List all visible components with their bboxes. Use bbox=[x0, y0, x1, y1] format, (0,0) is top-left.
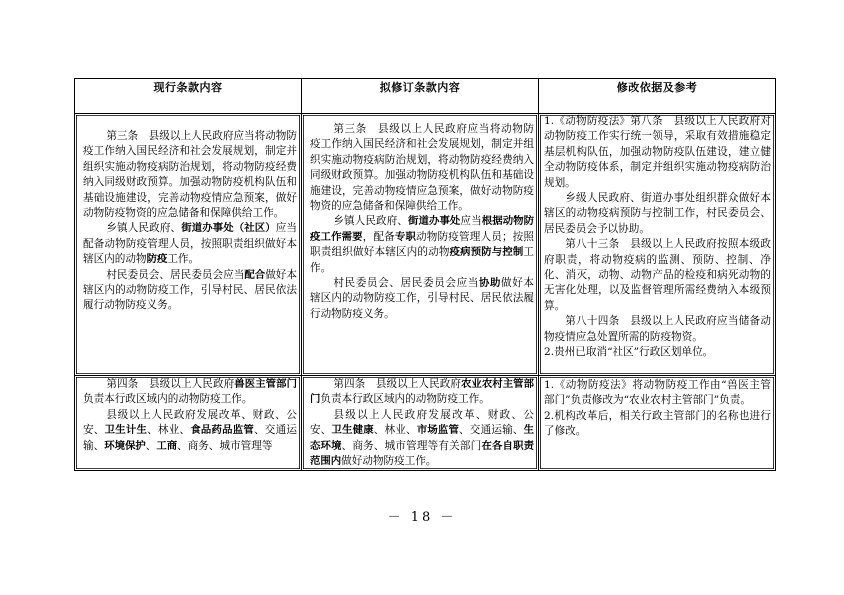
basis-item1-para3: 第八十三条 县级以上人民政府按照本级政府职责，将动物疫病的监测、预防、控制、净化、消灭，动物、动物产品的检疫和病死动物的无害化处理，以及监督管理所需经费纳入本级预算。 bbox=[544, 238, 771, 312]
header-proposed-clause: 拟修订条款内容 bbox=[302, 79, 539, 114]
current-clause-cell bbox=[75, 376, 302, 471]
current-clause-cell bbox=[75, 114, 302, 376]
proposed-article3-para1: 第三条 县级以上人民政府应当将动物防疫工作纳入国民经济和社会发展规划，制定并组织实施动物疫病防治规划，将动物防疫经费纳入同级财政预算。加强动物防疫机构队伍和基础设施建设，完善动物疫情应急预案，做好动物防疫物资的应急储备和保障供给工作。 bbox=[310, 123, 534, 213]
basis-article4-item1: 1.《动物防疫法》将动物防疫工作由“兽医主管部门”负责修改为“农业农村主管部门”负责。 bbox=[544, 379, 771, 407]
basis-reference-cell bbox=[539, 114, 776, 376]
table-header-row bbox=[75, 79, 776, 114]
table-row bbox=[75, 114, 776, 376]
basis-item1-para4: 第八十四条 县级以上人民政府应当储备动物疫情应急处置所需的防疫物资。 bbox=[544, 315, 771, 343]
proposed-clause-cell bbox=[302, 376, 539, 471]
header-current-clause: 现行条款内容 bbox=[75, 79, 302, 114]
basis-item1-para2: 乡级人民政府、街道办事处组织群众做好本辖区的动物疫病预防与控制工作，村民委员会、居民委员会予以协助。 bbox=[544, 192, 771, 235]
basis-reference-cell bbox=[539, 376, 776, 471]
basis-item1: 1.《动物防疫法》第八条 县级以上人民政府对动物防疫工作实行统一领导，采取有效措施稳定基层机构队伍，加强动物防疫队伍建设，建立健全动物防疫体系，制定并组织实施动物疫病防治规划。 bbox=[544, 115, 771, 189]
basis-item2: 2.贵州已取消“社区”行政区划单位。 bbox=[544, 346, 714, 359]
basis-article4-item2: 2.机构改革后，相关行政主管部门的名称也进行了修改。 bbox=[544, 409, 771, 438]
current-article3-para3: 村民委员会、居民委员会应当配合做好本辖区内的动物防疫工作，引导村民、居民依法履行动物防疫义务。 bbox=[83, 268, 298, 312]
revision-comparison-table bbox=[74, 78, 776, 471]
current-article3-para1: 第三条 县级以上人民政府应当将动物防疫工作纳入国民经济和社会发展规划，制定并组织实施动物疫病防治规划，将动物防疫经费纳入同级财政预算。加强动物防疫机构队伍和基础设施建设，完善动物疫情应急预案，做好动物防疫物资的应急储备和保障供给工作。 bbox=[83, 130, 297, 220]
header-basis-reference: 修改依据及参考 bbox=[539, 79, 776, 114]
table-row bbox=[75, 376, 776, 471]
proposed-article4-para2: 县级以上人民政府发展改革、财政、公安、卫生健康、林业、市场监管、交通运输、生态环境、商务、城市管理等有关部门在各自职责范围内做好动物防疫工作。 bbox=[310, 408, 535, 468]
current-article3-para2: 乡镇人民政府、街道办事处（社区）应当配备动物防疫管理人员，按照职责组织做好本辖区内的动物防疫工作。 bbox=[83, 222, 298, 266]
proposed-article3-para2: 乡镇人民政府、街道办事处应当根据动物防疫工作需要，配备专职动物防疫管理人员；按照职责组织做好本辖区内的动物疫病预防与控制工作。 bbox=[310, 215, 535, 274]
proposed-clause-cell bbox=[302, 114, 539, 376]
page-number: － 18 － bbox=[387, 510, 457, 525]
proposed-article4-para1: 第四条 县级以上人民政府农业农村主管部门负责本行政区域内的动物防疫工作。 bbox=[310, 378, 535, 406]
current-article4-para2: 县级以上人民政府发展改革、财政、公安、卫生计生、林业、食品药品监管、交通运输、环境保护、工商、商务、城市管理等 bbox=[83, 408, 297, 452]
current-article4-para1: 第四条 县级以上人民政府兽医主管部门负责本行政区域内的动物防疫工作。 bbox=[83, 378, 297, 406]
proposed-article3-para3: 村民委员会、居民委员会应当协助做好本辖区内的动物防疫工作，引导村民、居民依法履行动物防疫义务。 bbox=[310, 277, 535, 320]
